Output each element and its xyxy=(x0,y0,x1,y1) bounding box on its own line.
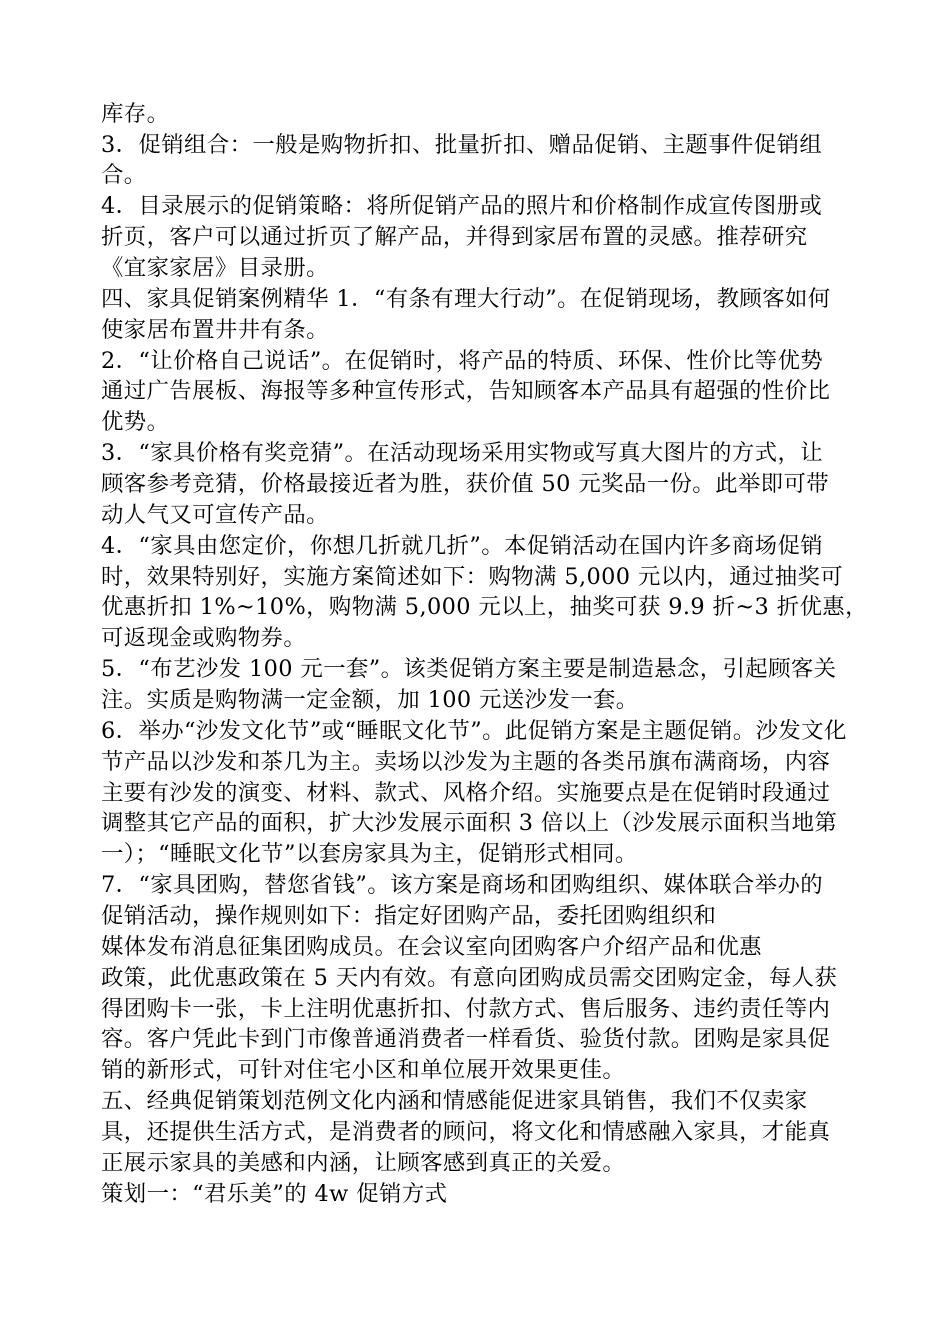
text-line: 通过广告展板、海报等多种宣传形式，告知顾客本产品具有超强的性价比 xyxy=(101,378,831,404)
text-line: 媒体发布消息征集团购成员。在会议室向团购客户介绍产品和优惠 xyxy=(101,934,762,960)
text-line: 合。 xyxy=(101,162,147,188)
text-line: 策划一：“君乐美”的 4w 促销方式 xyxy=(101,1181,448,1207)
text-line: 3．“家具价格有奖竞猜”。在活动现场采用实物或写真大图片的方式，让 xyxy=(101,440,824,466)
text-line: 使家居布置井井有条。 xyxy=(101,317,329,343)
text-line: 优势。 xyxy=(101,409,170,435)
text-line: 6．举办“沙发文化节”或“睡眠文化节”。此促销方案是主题促销。沙发文化 xyxy=(101,718,847,744)
text-line: 正展示家具的美感和内涵，让顾客感到真正的关爱。 xyxy=(101,1150,626,1176)
text-line: 容。客户凭此卡到门市像普通消费者一样看货、验货付款。团购是家具促 xyxy=(101,1026,831,1052)
text-line: 时，效果特别好，实施方案简述如下：购物满 5,000 元以内，通过抽奖可 xyxy=(101,564,844,590)
text-line: 可返现金或购物券。 xyxy=(101,625,307,651)
text-line: 销的新形式，可针对住宅小区和单位展开效果更佳。 xyxy=(101,1057,626,1083)
text-line: 五、经典促销策划范例文化内涵和情感能促进家具销售，我们不仅卖家 xyxy=(101,1088,808,1114)
text-line: 具，还提供生活方式，是消费者的顾问，将文化和情感融入家具，才能真 xyxy=(101,1119,831,1145)
text-line: 《宜家家居》目录册。 xyxy=(101,255,329,281)
text-line: 得团购卡一张，卡上注明优惠折扣、付款方式、售后服务、违约责任等内 xyxy=(101,996,831,1022)
text-line: 注。实质是购物满一定金额，加 100 元送沙发一套。 xyxy=(101,687,639,713)
text-line: 政策，此优惠政策在 5 天内有效。有意向团购成员需交团购定金，每人获 xyxy=(101,965,838,991)
text-line: 库存。 xyxy=(101,101,170,127)
text-line: 调整其它产品的面积，扩大沙发展示面积 3 倍以上（沙发展示面积当地第 xyxy=(101,810,838,836)
text-line: 2．“让价格自己说话”。在促销时，将产品的特质、环保、性价比等优势 xyxy=(101,348,824,374)
text-line: 4．“家具由您定价，你想几折就几折”。本促销活动在国内许多商场促销 xyxy=(101,533,824,559)
text-line: 四、家具促销案例精华 1．“有条有理大行动”。在促销现场，教顾客如何 xyxy=(101,286,831,312)
text-line: 3．促销组合：一般是购物折扣、批量折扣、赠品促销、主题事件促销组 xyxy=(101,132,823,158)
text-line: 节产品以沙发和茶几为主。卖场以沙发为主题的各类吊旗布满商场，内容 xyxy=(101,749,831,775)
text-line: 折页，客户可以通过折页了解产品，并得到家居布置的灵感。推荐研究 xyxy=(101,224,808,250)
text-line: 4．目录展示的促销策略：将所促销产品的照片和价格制作成宣传图册或 xyxy=(101,193,823,219)
text-line: 7．“家具团购，替您省钱”。该方案是商场和团购组织、媒体联合举办的 xyxy=(101,872,824,898)
text-line: 主要有沙发的演变、材料、款式、风格介绍。实施要点是在促销时段通过 xyxy=(101,780,831,806)
text-line: 促销活动，操作规则如下：指定好团购产品，委托团购组织和 xyxy=(101,903,717,929)
text-line: 一）；“睡眠文化节”以套房家具为主，促销形式相同。 xyxy=(101,841,638,867)
text-line: 5．“布艺沙发 100 元一套”。该类促销方案主要是制造悬念，引起顾客关 xyxy=(101,656,837,682)
text-line: 优惠折扣 1%~10%，购物满 5,000 元以上，抽奖可获 9.9 折~3 折优惠， xyxy=(101,594,868,620)
text-line: 顾客参考竞猜，价格最接近者为胜，获价值 50 元奖品一份。此举即可带 xyxy=(101,471,830,497)
text-line: 动人气又可宣传产品。 xyxy=(101,502,329,528)
